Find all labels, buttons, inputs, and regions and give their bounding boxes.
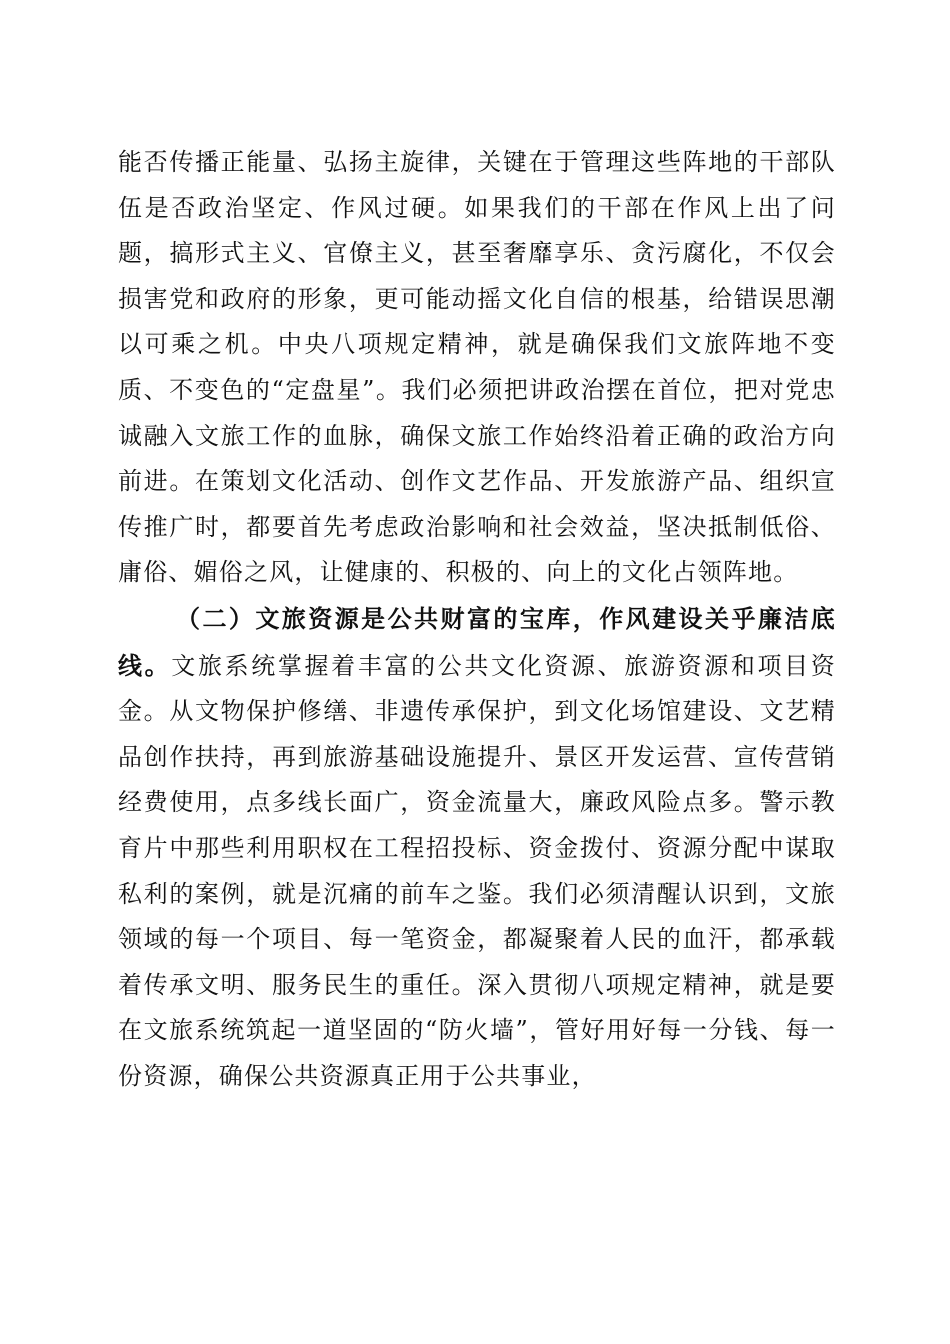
section-heading: （二）文旅资源是公共财富的宝库，作风建设关乎廉洁底线。: [118, 603, 836, 680]
paragraph-section-two: [118, 596, 836, 1100]
document-body: [118, 140, 836, 1099]
section-body: 文旅系统掌握着丰富的公共文化资源、旅游资源和项目资金。从文物保护修缮、非遗传承保护，到文化场馆建设、文艺精品创作扶持，再到旅游基础设施提升、景区开发运营、宣传营销经费使用，点多线长面广，资金流量大，廉政风险点多。警示教育片中那些利用职权在工程招投标、资金拨付、资源分配中谋取私利的案例，就是沉痛的前车之鉴。我们必须清醒认识到，文旅领域的每一个项目、每一笔资金，都凝聚着人民的血汗，都承载着传承文明、服务民生的重任。深入贯彻八项规定精神，就是要在文旅系统筑起一道坚固的“防火墙”，管好用好每一分钱、每一份资源，确保公共资源真正用于公共事业，: [118, 651, 836, 1090]
paragraph-continuation: 能否传播正能量、弘扬主旋律，关键在于管理这些阵地的干部队伍是否政治坚定、作风过硬。如果我们的干部在作风上出了问题，搞形式主义、官僚主义，甚至奢靡享乐、贪污腐化，不仅会损害党和政府的形象，更可能动摇文化自信的根基，给错误思潮以可乘之机。中央八项规定精神，就是确保我们文旅阵地不变质、不变色的“定盘星”。我们必须把讲政治摆在首位，把对党忠诚融入文旅工作的血脉，确保文旅工作始终沿着正确的政治方向前进。在策划文化活动、创作文艺作品、开发旅游产品、组织宣传推广时，都要首先考虑政治影响和社会效益，坚决抵制低俗、庸俗、媚俗之风，让健康的、积极的、向上的文化占领阵地。: [118, 148, 836, 587]
